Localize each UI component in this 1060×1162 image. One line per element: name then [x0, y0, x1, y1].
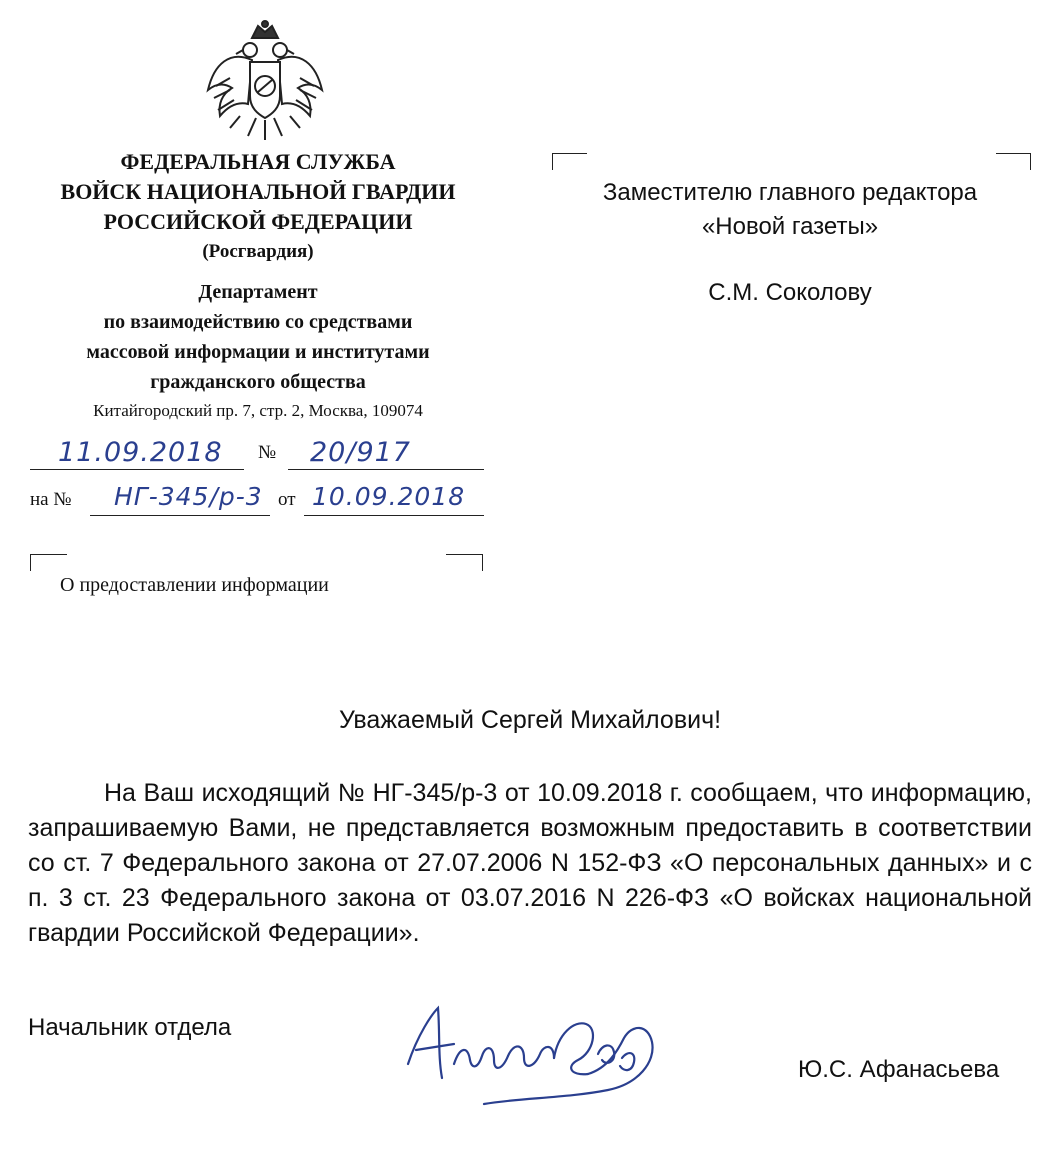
dept-name-line-4: гражданского общества	[150, 371, 366, 393]
addressee-bracket-left	[552, 153, 587, 170]
reference-date: 10.09.2018	[312, 482, 466, 511]
org-short-name: (Росгвардия)	[202, 241, 314, 262]
dept-name-line-2: по взаимодействию со средствами	[103, 311, 413, 333]
subject-line: О предоставлении информации	[60, 574, 329, 596]
dept-name-line-1: Департамент	[198, 281, 318, 303]
registration-number-label: №	[258, 442, 277, 463]
registration-date-line	[30, 469, 244, 470]
registration-date: 11.09.2018	[58, 437, 223, 468]
salutation: Уважаемый Сергей Михайлович!	[338, 706, 722, 734]
addressee-name: С.М. Соколову	[708, 279, 872, 306]
reference-number: НГ-345/р-3	[114, 482, 263, 511]
reference-number-line	[90, 515, 270, 516]
registration-number: 20/917	[310, 437, 411, 468]
addressee-block	[570, 176, 1010, 310]
reference-date-line	[304, 515, 484, 516]
dept-name-line-3: массовой информации и институтами	[86, 341, 430, 363]
double-headed-eagle-emblem-icon	[200, 20, 330, 145]
sender-address: Китайгородский пр. 7, стр. 2, Москва, 109074	[93, 401, 423, 420]
reference-from-label: от	[278, 489, 296, 510]
signature-name: Ю.С. Афанасьева	[798, 1056, 1000, 1083]
subject-bracket-right	[446, 554, 483, 571]
addressee-line-2: «Новой газеты»	[701, 213, 879, 240]
org-name-line-2: ВОЙСК НАЦИОНАЛЬНОЙ ГВАРДИИ	[60, 179, 456, 204]
addressee-line-1: Заместителю главного редактора	[602, 179, 978, 206]
registration-number-line	[288, 469, 484, 470]
org-name-line-1: ФЕДЕРАЛЬНАЯ СЛУЖБА	[120, 149, 396, 174]
signature-position: Начальник отдела	[28, 1014, 232, 1041]
letter-body: На Ваш исходящий № НГ-345/р-3 от 10.09.2018 г. сообщаем, что информацию, запрашиваемую Вами, не представляется возможным предоставить в соответствии со ст. 7 Федерального закона от 27.07.2006 N 152-ФЗ «О персональных данных» и с п. 3 ст. 23 Федерального закона от 03.07.2016 N 226-ФЗ «О войсках национальной гвардии Российской Федерации».	[28, 779, 1032, 947]
subject-bracket-left	[30, 554, 67, 571]
addressee-bracket-right	[996, 153, 1031, 170]
handwritten-signature	[398, 994, 668, 1114]
org-name-line-3: РОССИЙСКОЙ ФЕДЕРАЦИИ	[103, 209, 413, 234]
reference-number-label: на №	[30, 489, 72, 510]
sender-block	[20, 147, 496, 397]
